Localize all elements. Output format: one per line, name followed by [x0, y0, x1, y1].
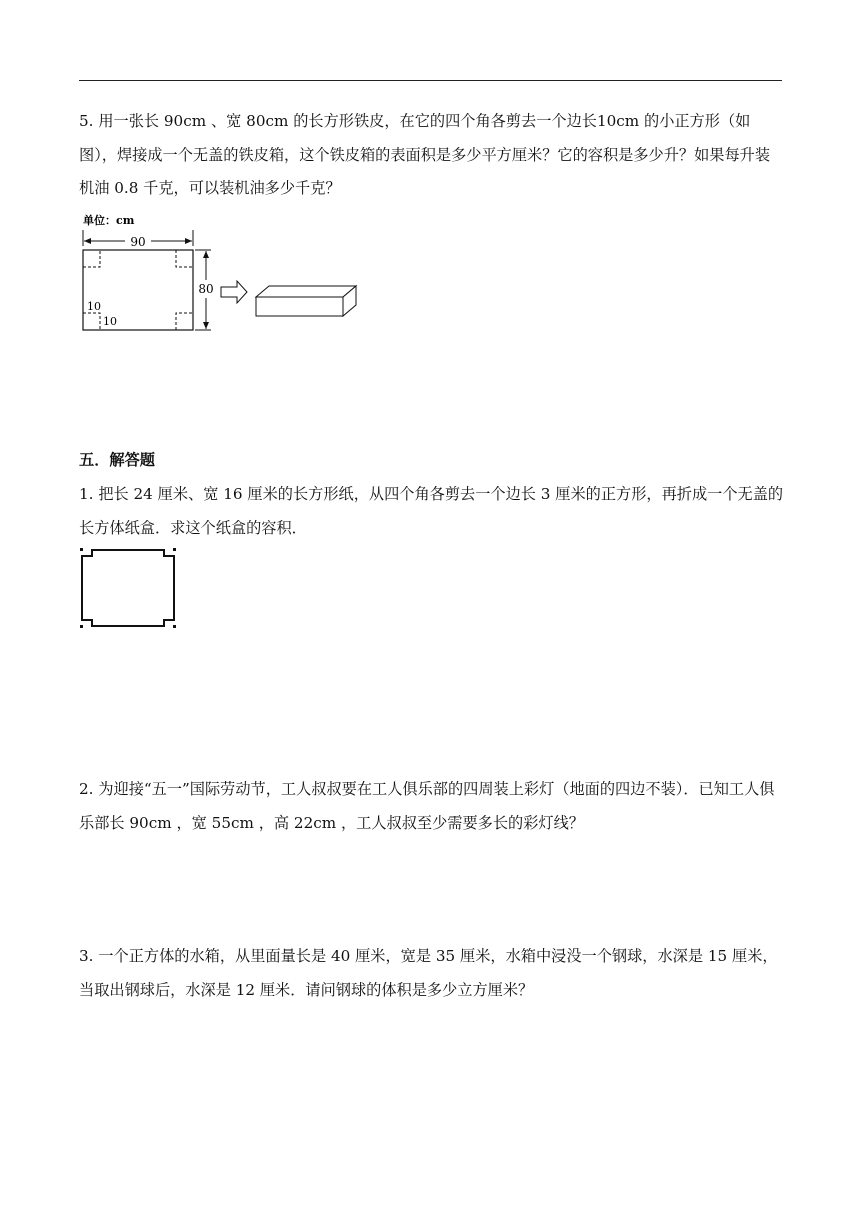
- cut-corner-paper-figure: [78, 546, 178, 630]
- width-label: 80: [198, 282, 214, 296]
- problem-5-text: 5. 用一张长 90cm 、宽 80cm 的长方形铁皮，在它的四个角各剪去一个边长10cm 的小正方形（如图），焊接成一个无盖的铁皮箱，这个铁皮箱的表面积是多少平方厘米？它的容积是多少升？如果每升装机油 0.8 千克，可以装机油多少千克？: [79, 112, 771, 197]
- corner-label-horizontal: 10: [103, 315, 117, 328]
- question-1-text: 1. 把长 24 厘米、宽 16 厘米的长方形纸，从四个角各剪去一个边长 3 厘米的正方形，再折成一个无盖的长方体纸盒．求这个纸盒的容积．: [79, 485, 784, 537]
- corner-label-vertical: 10: [87, 300, 101, 313]
- question-2-text: 2. 为迎接“五一”国际劳动节，工人叔叔要在工人俱乐部的四周装上彩灯（地面的四边不装）．已知工人俱乐部长 90cm ，宽 55cm ，高 22cm ，工人叔叔至少需要多长的彩灯线？: [79, 780, 775, 832]
- corner-marks: [80, 548, 176, 628]
- unit-label: 单位：cm: [83, 214, 135, 227]
- sheet-to-box-figure: [79, 210, 369, 335]
- header-rule: [79, 80, 782, 81]
- right-arrow-icon: [221, 281, 247, 303]
- cut-paper-outline: [82, 550, 174, 626]
- corner-squares: [83, 250, 193, 330]
- length-label: 90: [130, 235, 146, 249]
- question-3-text: 3. 一个正方体的水箱，从里面量长是 40 厘米，宽是 35 厘米，水箱中浸没一个钢球，水深是 15 厘米，当取出钢球后，水深是 12 厘米．请问钢球的体积是多少立方厘米？: [79, 947, 778, 999]
- open-box-drawing: [256, 286, 356, 316]
- section-heading: 五．解答题: [79, 451, 155, 469]
